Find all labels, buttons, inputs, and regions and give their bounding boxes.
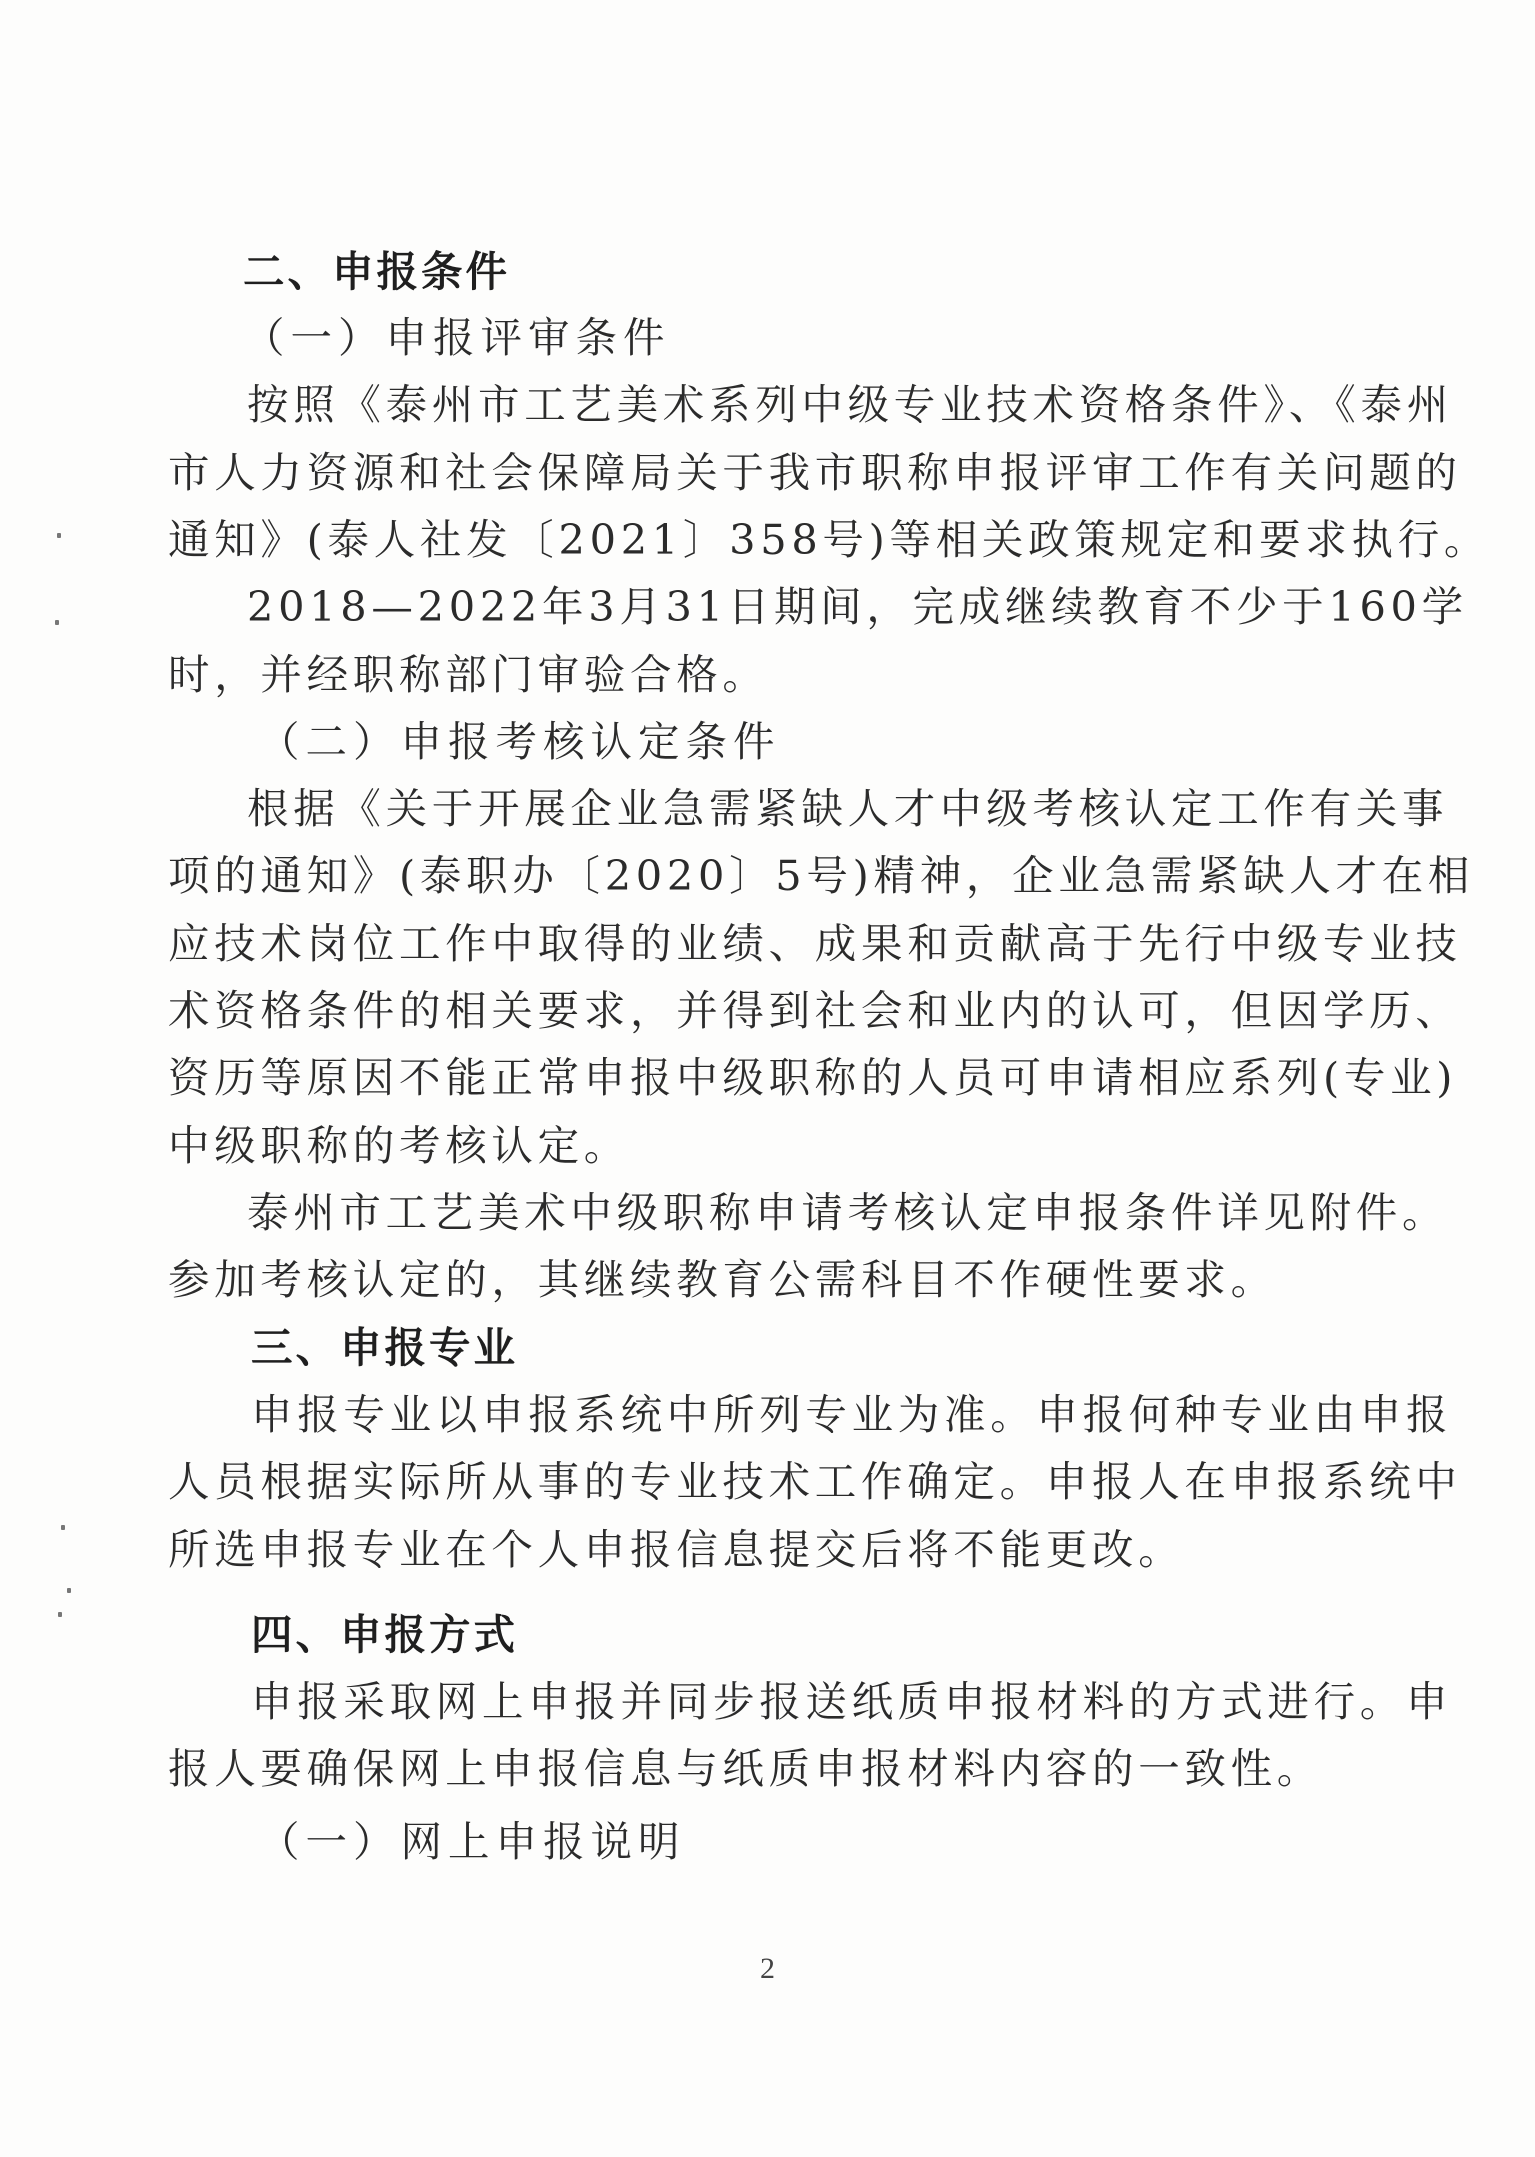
paragraph-line: 申报采取网上申报并同步报送纸质申报材料的方式进行。申 [251,1677,1453,1726]
paragraph-line: 所选申报专业在个人申报信息提交后将不能更改。 [168,1525,1185,1574]
paragraph-line: 资历等原因不能正常申报中级职称的人员可申请相应系列(专业) [168,1053,1458,1102]
paragraph-line: 通知》(泰人社发〔2021〕358号)等相关政策规定和要求执行。 [168,515,1491,564]
paragraph-line: 根据《关于开展企业急需紧缺人才中级考核认定工作有关事 [247,784,1449,833]
paragraph-line: 项的通知》(泰职办〔2020〕5号)精神，企业急需紧缺人才在相 [168,851,1475,900]
scan-speck [61,1525,65,1530]
paragraph-line: 人员根据实际所从事的专业技术工作确定。申报人在申报系统中 [168,1457,1462,1506]
paragraph-line: 泰州市工艺美术中级职称申请考核认定申报条件详见附件。 [247,1188,1449,1237]
subsection-heading-assessment-conditions: （二）申报考核认定条件 [258,717,781,766]
paragraph-line: 中级职称的考核认定。 [168,1121,631,1170]
page-number: 2 [760,1952,775,1985]
paragraph-line: 时，并经职称部门审验合格。 [168,650,769,699]
subsection-heading-online-application: （一）网上申报说明 [258,1817,686,1866]
scan-speck [58,1612,62,1617]
section-heading-application-conditions: 二、申报条件 [243,247,511,296]
paragraph-line: 报人要确保网上申报信息与纸质申报材料内容的一致性。 [168,1744,1324,1793]
section-heading-application-method: 四、申报方式 [251,1610,519,1659]
subsection-heading-review-conditions: （一）申报评审条件 [243,313,671,362]
paragraph-line: 参加考核认定的，其继续教育公需科目不作硬性要求。 [168,1255,1277,1304]
paragraph-line: 2018—2022年3月31日期间，完成继续教育不少于160学 [247,582,1468,631]
paragraph-line: 术资格条件的相关要求，并得到社会和业内的认可，但因学历、 [168,986,1462,1035]
section-heading-specialty: 三、申报专业 [251,1323,519,1372]
paragraph-line: 按照《泰州市工艺美术系列中级专业技术资格条件》、《泰州 [247,380,1453,429]
scan-speck [67,1588,71,1593]
paragraph-line: 申报专业以申报系统中所列专业为准。申报何种专业由申报 [251,1390,1453,1439]
scan-speck [55,620,59,625]
paragraph-line: 应技术岗位工作中取得的业绩、成果和贡献高于先行中级专业技 [168,919,1462,968]
paragraph-line: 市人力资源和社会保障局关于我市职称申报评审工作有关问题的 [168,448,1462,497]
scan-speck [57,533,61,538]
